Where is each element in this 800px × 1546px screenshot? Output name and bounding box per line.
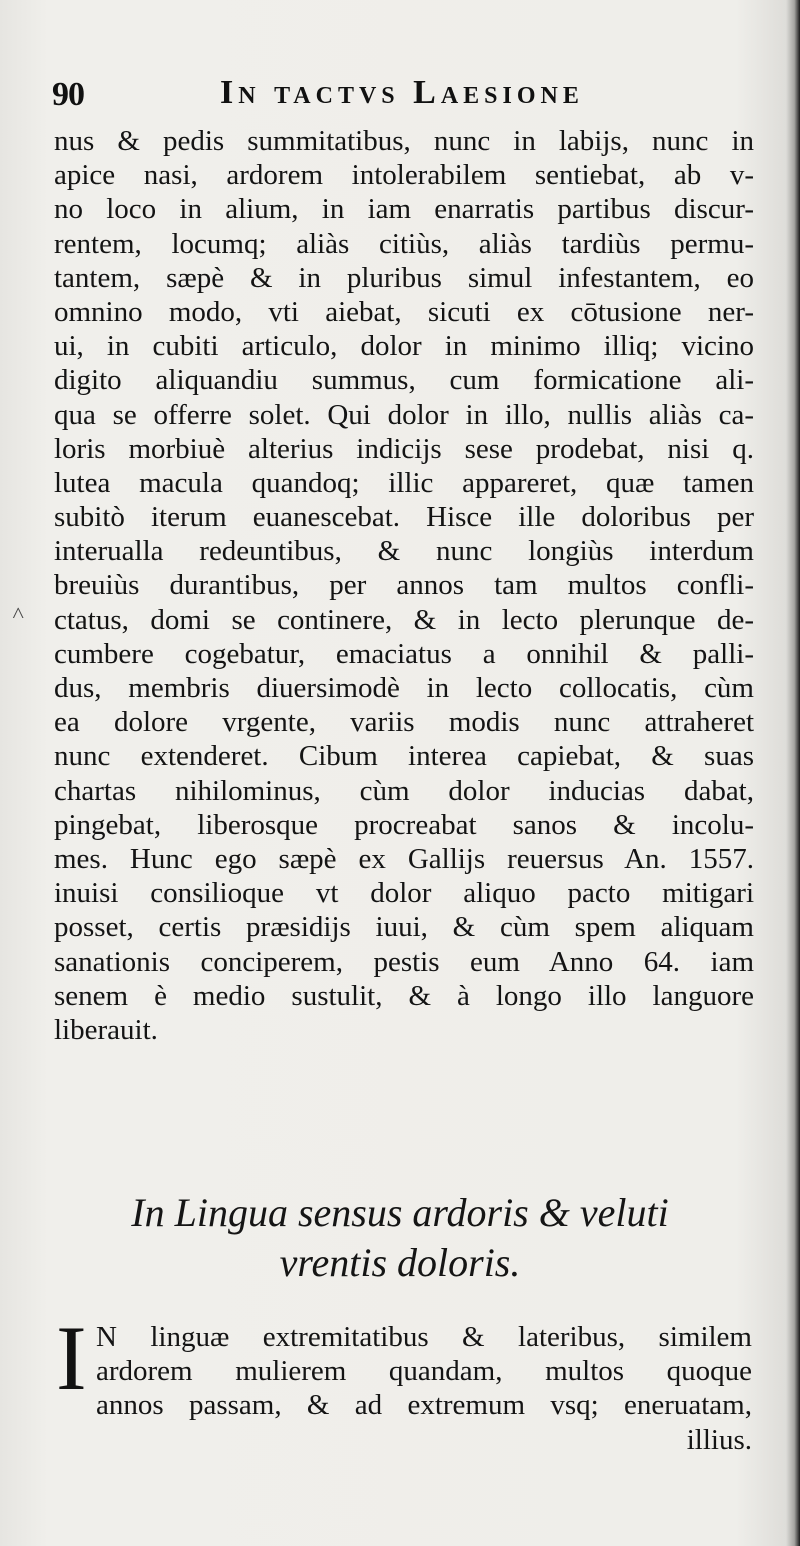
text-line: apice nasi, ardorem intolerabilem sentiebat, ab v- [54,159,754,192]
page-edge-shadow [786,0,800,1546]
text-line: loris morbiuè alterius indicijs sese prodebat, nisi q. [54,432,754,465]
text-line: rentem, locumq; aliàs citiùs, aliàs tardiùs permu- [54,227,754,260]
text-line: pingebat, liberosque procreabat sanos & incolu- [54,808,754,841]
text-line: nunc extenderet. Cibum interea capiebat, & suas [54,740,754,773]
catchword: illius. [686,1423,752,1456]
section-heading-line: In Lingua sensus ardoris & veluti [131,1190,669,1235]
text-line: dus, membris diuersimodè in lecto collocatis, cùm [54,672,754,704]
text-line: chartas nihilominus, cùm dolor inducias dabat, [54,774,754,807]
section-heading [60,1188,740,1288]
text-line: digito aliquandiu summus, cum formicatione ali- [54,364,754,397]
text-line: no loco in alium, in iam enarratis partibus discur- [54,193,754,226]
text-line: N linguæ extremitatibus & lateribus, similem [96,1321,752,1353]
text-line: lutea macula quandoq; illic appareret, quæ tamen [54,466,754,499]
text-line: posset, certis præsidijs iuui, & cùm spem aliquam [54,911,754,944]
text-line: annos passam, & ad extremum vsq; eneruatam, [96,1389,752,1422]
text-line: nus & pedis summitatibus, nunc in labijs, nunc in [54,125,754,157]
body-paragraph [54,124,754,1047]
page-number: 90 [52,76,84,113]
drop-cap: I [56,1307,87,1409]
second-paragraph [96,1320,752,1457]
text-line: subitò iterum euanescebat. Hisce ille doloribus per [54,501,754,534]
text-line: cumbere cogebatur, emaciatus a onnihil & palli- [54,637,754,670]
text-line: omnino modo, vti aiebat, sicuti ex cōtusione ner- [54,295,754,328]
running-title: In tactvs Laesione [220,74,584,111]
text-line: mes. Hunc ego sæpè ex Gallijs reuersus An. 1557. [54,842,754,875]
text-line: inuisi consilioque vt dolor aliquo pacto mitigari [54,877,754,910]
text-line: ardorem mulierem quandam, multos quoque [96,1355,752,1388]
text-line: breuiùs durantibus, per annos tam multos confli- [54,569,754,602]
text-line: interualla redeuntibus, & nunc longiùs interdum [54,535,754,568]
text-line: senem è medio sustulit, & à longo illo languore [54,979,754,1012]
text-line: ea dolore vrgente, variis modis nunc attraheret [54,706,754,739]
text-line: liberauit. [54,1013,158,1046]
text-line: ctatus, domi se continere, & in lecto plerunque de- [54,603,754,636]
text-line: qua se offerre solet. Qui dolor in illo, nullis aliàs ca- [54,398,754,431]
text-line: sanationis conciperem, pestis eum Anno 64. iam [54,945,754,978]
section-heading-line: vrentis doloris. [279,1240,521,1285]
margin-mark: ˄ [12,600,25,625]
text-line: tantem, sæpè & in pluribus simul infestantem, eo [54,261,754,294]
page-header [52,72,752,122]
text-line: ui, in cubiti articulo, dolor in minimo illiq; vicino [54,330,754,363]
